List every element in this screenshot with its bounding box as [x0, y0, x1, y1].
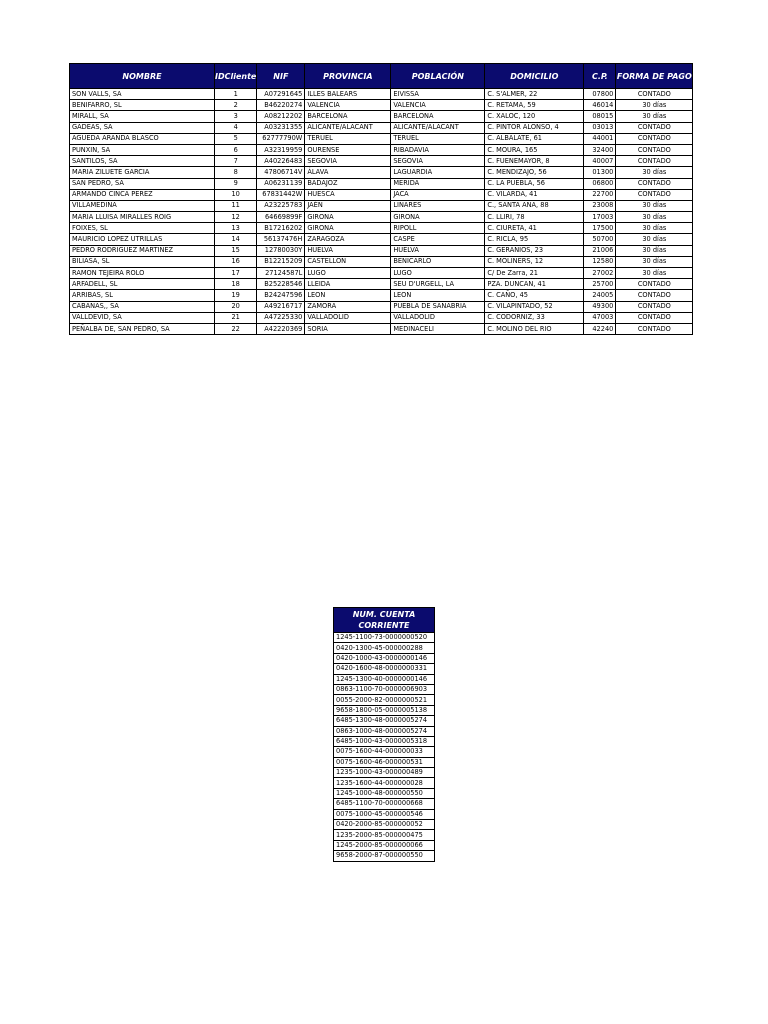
cell-idcliente: 21	[215, 312, 257, 323]
cell-domicilio: C. S'ALMER, 22	[485, 89, 584, 100]
cell-nombre: ARFADELL, SL	[70, 279, 215, 290]
cell-nif: A07291645	[257, 89, 305, 100]
cell-nombre: CABAÑAS,, SA	[70, 301, 215, 312]
cell-num-cuenta: 0055-2000-82-0000000521	[334, 695, 435, 705]
cell-nif: B25228546	[257, 279, 305, 290]
cell-idcliente: 18	[215, 279, 257, 290]
cell-forma-de-pago: CONTADO	[616, 301, 693, 312]
cell-nombre: VILLAMEDINA	[70, 200, 215, 211]
cell-nombre: GADEAS, SA	[70, 122, 215, 133]
cell-nif: 62777790W	[257, 133, 305, 144]
table-row	[70, 89, 693, 100]
table-row	[70, 223, 693, 234]
cell-domicilio: C. MOLINO DEL RIO	[485, 323, 584, 334]
table-row	[70, 156, 693, 167]
cell-num-cuenta: 6485-1000-43-0000005318	[334, 736, 435, 746]
cell-nif: 47806714V	[257, 167, 305, 178]
cell-nombre: PUNXIN, SA	[70, 144, 215, 155]
cell-domicilio: C. ALBALATE, 61	[485, 133, 584, 144]
cell-cp: 07800	[584, 89, 616, 100]
cell-cp: 21006	[584, 245, 616, 256]
cell-num-cuenta: 1245-1000-48-000000550	[334, 788, 435, 798]
cell-idcliente: 20	[215, 301, 257, 312]
cell-domicilio: C. CIURETA, 41	[485, 223, 584, 234]
table-row	[70, 144, 693, 155]
table-row	[334, 830, 435, 840]
table-row	[70, 279, 693, 290]
cell-cp: 06800	[584, 178, 616, 189]
cell-provincia: OURENSE	[305, 144, 391, 155]
cell-domicilio: C/ De Zarra, 21	[485, 268, 584, 279]
header-idcliente: IDCliente	[215, 64, 257, 89]
cell-forma-de-pago: CONTADO	[616, 144, 693, 155]
cell-domicilio: C. VILAPINTADO, 52	[485, 301, 584, 312]
cell-idcliente: 6	[215, 144, 257, 155]
accounts-header-row	[334, 608, 435, 633]
cell-nif: 56137476H	[257, 234, 305, 245]
cell-poblacion: CASPE	[391, 234, 485, 245]
cell-provincia: ALICANTE/ALACANT	[305, 122, 391, 133]
cell-nif: B24247596	[257, 290, 305, 301]
cell-nif: A40226483	[257, 156, 305, 167]
cell-poblacion: LUGO	[391, 268, 485, 279]
table-row	[70, 234, 693, 245]
table-row	[70, 122, 693, 133]
cell-cp: 08015	[584, 111, 616, 122]
clients-table-body	[70, 89, 693, 335]
cell-num-cuenta: 6485-1100-70-000000668	[334, 799, 435, 809]
cell-nombre: SAN PEDRO, SA	[70, 178, 215, 189]
cell-poblacion: LEON	[391, 290, 485, 301]
cell-forma-de-pago: 30 días	[616, 212, 693, 223]
cell-provincia: HUELVA	[305, 245, 391, 256]
cell-poblacion: VALLADOLID	[391, 312, 485, 323]
cell-num-cuenta: 0420-1000-43-0000000146	[334, 653, 435, 663]
cell-nif: B17216202	[257, 223, 305, 234]
cell-domicilio: C. LA PUEBLA, 56	[485, 178, 584, 189]
cell-domicilio: C. MOLINERS, 12	[485, 256, 584, 267]
cell-forma-de-pago: CONTADO	[616, 323, 693, 334]
cell-nif: A03231355	[257, 122, 305, 133]
cell-cp: 27002	[584, 268, 616, 279]
table-row	[334, 643, 435, 653]
cell-num-cuenta: 1245-2000-85-000000066	[334, 840, 435, 850]
cell-idcliente: 22	[215, 323, 257, 334]
table-row	[334, 695, 435, 705]
cell-poblacion: EIVISSA	[391, 89, 485, 100]
cell-idcliente: 3	[215, 111, 257, 122]
cell-forma-de-pago: 30 días	[616, 100, 693, 111]
cell-cp: 17500	[584, 223, 616, 234]
cell-cp: 47003	[584, 312, 616, 323]
table-row	[334, 716, 435, 726]
cell-nif: 64669899F	[257, 212, 305, 223]
cell-forma-de-pago: CONTADO	[616, 156, 693, 167]
cell-domicilio: C. RETAMA, 59	[485, 100, 584, 111]
table-row	[334, 736, 435, 746]
cell-provincia: HUESCA	[305, 189, 391, 200]
cell-poblacion: TERUEL	[391, 133, 485, 144]
cell-num-cuenta: 0075-1000-45-000000546	[334, 809, 435, 819]
cell-idcliente: 15	[215, 245, 257, 256]
cell-nombre: FOIXES, SL	[70, 223, 215, 234]
cell-forma-de-pago: 30 días	[616, 256, 693, 267]
cell-num-cuenta: 1235-2000-85-000000475	[334, 830, 435, 840]
cell-provincia: ZAMORA	[305, 301, 391, 312]
table-row	[334, 664, 435, 674]
cell-poblacion: BENICARLO	[391, 256, 485, 267]
cell-provincia: VALENCIA	[305, 100, 391, 111]
cell-cp: 03013	[584, 122, 616, 133]
cell-idcliente: 10	[215, 189, 257, 200]
cell-nombre: BENIFARRO, SL	[70, 100, 215, 111]
cell-poblacion: HUELVA	[391, 245, 485, 256]
cell-provincia: GIRONA	[305, 212, 391, 223]
cell-nif: B46220274	[257, 100, 305, 111]
cell-forma-de-pago: CONTADO	[616, 178, 693, 189]
cell-cp: 32400	[584, 144, 616, 155]
header-poblacion: POBLACIÓN	[391, 64, 485, 89]
header-domicilio: DOMICILIO	[485, 64, 584, 89]
cell-nif: A42220369	[257, 323, 305, 334]
cell-idcliente: 1	[215, 89, 257, 100]
cell-num-cuenta: 0420-1600-48-0000000331	[334, 664, 435, 674]
cell-provincia: BARCELONA	[305, 111, 391, 122]
cell-num-cuenta: 9658-1800-05-0000005138	[334, 705, 435, 715]
cell-domicilio: C. LLIRI, 78	[485, 212, 584, 223]
cell-provincia: LUGO	[305, 268, 391, 279]
cell-cp: 40007	[584, 156, 616, 167]
cell-domicilio: C. FUENEMAYOR, 8	[485, 156, 584, 167]
cell-cp: 22700	[584, 189, 616, 200]
table-row	[70, 245, 693, 256]
cell-domicilio: C. CAÑO, 45	[485, 290, 584, 301]
cell-cp: 46014	[584, 100, 616, 111]
cell-nombre: MIRALL, SA	[70, 111, 215, 122]
cell-nombre: SANTILOS, SA	[70, 156, 215, 167]
cell-forma-de-pago: CONTADO	[616, 312, 693, 323]
cell-num-cuenta: 0075-1600-44-000000033	[334, 747, 435, 757]
cell-num-cuenta: 1245-1100-73-0000000520	[334, 633, 435, 643]
cell-poblacion: RIBADAVIA	[391, 144, 485, 155]
cell-idcliente: 2	[215, 100, 257, 111]
cell-poblacion: JACA	[391, 189, 485, 200]
cell-nombre: MAURICIO LOPEZ UTRILLAS	[70, 234, 215, 245]
cell-num-cuenta: 1245-1300-40-0000000146	[334, 674, 435, 684]
table-row	[334, 778, 435, 788]
cell-num-cuenta: 0863-1000-48-0000005274	[334, 726, 435, 736]
cell-cp: 42240	[584, 323, 616, 334]
table-row	[334, 851, 435, 861]
cell-cp: 49300	[584, 301, 616, 312]
cell-provincia: VALLADOLID	[305, 312, 391, 323]
cell-idcliente: 14	[215, 234, 257, 245]
cell-nombre: ARMANDO CINCA PEREZ	[70, 189, 215, 200]
cell-cp: 12580	[584, 256, 616, 267]
cell-idcliente: 13	[215, 223, 257, 234]
header-provincia: PROVINCIA	[305, 64, 391, 89]
cell-provincia: GIRONA	[305, 223, 391, 234]
cell-num-cuenta: 0420-1300-45-000000288	[334, 643, 435, 653]
clients-table	[69, 63, 693, 335]
cell-nif: A08212202	[257, 111, 305, 122]
cell-poblacion: PUEBLA DE SANABRIA	[391, 301, 485, 312]
cell-num-cuenta: 6485-1300-48-0000005274	[334, 716, 435, 726]
cell-num-cuenta: 0420-2000-85-000000052	[334, 820, 435, 830]
cell-provincia: BADAJOZ	[305, 178, 391, 189]
cell-poblacion: RIPOLL	[391, 223, 485, 234]
cell-provincia: SEGOVIA	[305, 156, 391, 167]
cell-domicilio: C. VILARDA, 41	[485, 189, 584, 200]
cell-num-cuenta: 0075-1600-46-000000531	[334, 757, 435, 767]
table-row	[334, 809, 435, 819]
cell-nif: 27124587L	[257, 268, 305, 279]
table-row	[70, 312, 693, 323]
cell-domicilio: PZA. DUNCAN, 41	[485, 279, 584, 290]
cell-forma-de-pago: 30 días	[616, 223, 693, 234]
table-row	[70, 256, 693, 267]
accounts-table-body	[334, 633, 435, 862]
cell-forma-de-pago: 30 días	[616, 111, 693, 122]
cell-poblacion: LINARES	[391, 200, 485, 211]
table-row	[70, 301, 693, 312]
cell-idcliente: 9	[215, 178, 257, 189]
cell-nif: 12780030Y	[257, 245, 305, 256]
cell-poblacion: LAGUARDIA	[391, 167, 485, 178]
header-num-cuenta: NUM. CUENTA CORRIENTE	[334, 608, 435, 633]
table-row	[70, 290, 693, 301]
cell-domicilio: C. PINTOR ALONSO, 4	[485, 122, 584, 133]
cell-num-cuenta: 0863-1100-70-0000006903	[334, 684, 435, 694]
cell-nombre: ARRIBAS, SL	[70, 290, 215, 301]
cell-cp: 23008	[584, 200, 616, 211]
table-row	[334, 840, 435, 850]
cell-domicilio: C. GERANIOS, 23	[485, 245, 584, 256]
cell-provincia: JAÉN	[305, 200, 391, 211]
cell-provincia: ILLES BALEARS	[305, 89, 391, 100]
cell-nombre: PEDRO RODRIGUEZ MARTINEZ	[70, 245, 215, 256]
cell-forma-de-pago: CONTADO	[616, 279, 693, 290]
cell-domicilio: C. CODORNIZ, 33	[485, 312, 584, 323]
cell-nif: B12215209	[257, 256, 305, 267]
cell-idcliente: 12	[215, 212, 257, 223]
cell-domicilio: C. XALOC, 120	[485, 111, 584, 122]
cell-nif: A32319959	[257, 144, 305, 155]
table-row	[70, 323, 693, 334]
cell-provincia: ÁLAVA	[305, 167, 391, 178]
cell-provincia: TERUEL	[305, 133, 391, 144]
cell-poblacion: ALICANTE/ALACANT	[391, 122, 485, 133]
cell-cp: 25700	[584, 279, 616, 290]
clients-header-row	[70, 64, 693, 89]
cell-nif: A23225783	[257, 200, 305, 211]
table-row	[334, 705, 435, 715]
cell-nombre: RAMON TEJEIRA ROLO	[70, 268, 215, 279]
cell-forma-de-pago: CONTADO	[616, 133, 693, 144]
cell-poblacion: SEGOVIA	[391, 156, 485, 167]
cell-idcliente: 7	[215, 156, 257, 167]
cell-forma-de-pago: CONTADO	[616, 290, 693, 301]
table-row	[334, 788, 435, 798]
cell-idcliente: 16	[215, 256, 257, 267]
cell-idcliente: 17	[215, 268, 257, 279]
cell-provincia: ZARAGOZA	[305, 234, 391, 245]
cell-nif: 67831442W	[257, 189, 305, 200]
cell-poblacion: BARCELONA	[391, 111, 485, 122]
cell-forma-de-pago: 30 días	[616, 234, 693, 245]
cell-nif: A06231139	[257, 178, 305, 189]
cell-provincia: CASTELLON	[305, 256, 391, 267]
cell-nif: A47225330	[257, 312, 305, 323]
table-row	[70, 100, 693, 111]
cell-nombre: BILIASA, SL	[70, 256, 215, 267]
table-row	[334, 674, 435, 684]
cell-poblacion: MERIDA	[391, 178, 485, 189]
cell-cp: 44001	[584, 133, 616, 144]
table-row	[334, 684, 435, 694]
table-row	[334, 768, 435, 778]
cell-forma-de-pago: 30 días	[616, 245, 693, 256]
cell-poblacion: GIRONA	[391, 212, 485, 223]
cell-provincia: LEON	[305, 290, 391, 301]
cell-num-cuenta: 9658-2000-87-000000550	[334, 851, 435, 861]
cell-domicilio: C., SANTA ANA, 88	[485, 200, 584, 211]
header-forma-de-pago: FORMA DE PAGO	[616, 64, 693, 89]
cell-idcliente: 5	[215, 133, 257, 144]
cell-idcliente: 19	[215, 290, 257, 301]
cell-domicilio: C. MOURA, 165	[485, 144, 584, 155]
table-row	[70, 212, 693, 223]
accounts-table	[333, 607, 435, 862]
cell-nombre: MARIA LLUISA MIRALLES ROIG	[70, 212, 215, 223]
cell-forma-de-pago: 30 días	[616, 268, 693, 279]
cell-nombre: PEÑALBA DE, SAN PEDRO, SA	[70, 323, 215, 334]
cell-idcliente: 11	[215, 200, 257, 211]
table-row	[70, 111, 693, 122]
cell-idcliente: 8	[215, 167, 257, 178]
cell-forma-de-pago: 30 días	[616, 200, 693, 211]
cell-forma-de-pago: CONTADO	[616, 89, 693, 100]
cell-poblacion: VALENCIA	[391, 100, 485, 111]
table-row	[70, 133, 693, 144]
table-row	[70, 167, 693, 178]
cell-nombre: SON VALLS, SA	[70, 89, 215, 100]
table-row	[70, 268, 693, 279]
cell-forma-de-pago: 30 días	[616, 167, 693, 178]
table-row	[70, 200, 693, 211]
cell-forma-de-pago: CONTADO	[616, 122, 693, 133]
cell-provincia: SORIA	[305, 323, 391, 334]
cell-nombre: VALLDEVID, SA	[70, 312, 215, 323]
table-row	[70, 189, 693, 200]
cell-idcliente: 4	[215, 122, 257, 133]
cell-domicilio: C. RICLA, 95	[485, 234, 584, 245]
cell-cp: 24005	[584, 290, 616, 301]
cell-forma-de-pago: CONTADO	[616, 189, 693, 200]
cell-nombre: AGUEDA ARANDA BLASCO	[70, 133, 215, 144]
table-row	[334, 757, 435, 767]
table-row	[334, 820, 435, 830]
cell-domicilio: C. MENDIZAJO, 56	[485, 167, 584, 178]
cell-cp: 01300	[584, 167, 616, 178]
table-row	[334, 633, 435, 643]
header-nombre: NOMBRE	[70, 64, 215, 89]
table-row	[70, 178, 693, 189]
cell-num-cuenta: 1235-1000-43-000000489	[334, 768, 435, 778]
table-row	[334, 726, 435, 736]
table-row	[334, 799, 435, 809]
header-nif: NIF	[257, 64, 305, 89]
table-row	[334, 653, 435, 663]
header-cp: C.P.	[584, 64, 616, 89]
cell-poblacion: MEDINACELI	[391, 323, 485, 334]
cell-num-cuenta: 1235-1600-44-000000028	[334, 778, 435, 788]
cell-poblacion: SEU D'URGELL, LA	[391, 279, 485, 290]
cell-nif: A49216717	[257, 301, 305, 312]
cell-cp: 17003	[584, 212, 616, 223]
table-row	[334, 747, 435, 757]
cell-provincia: LLEIDA	[305, 279, 391, 290]
cell-cp: 50700	[584, 234, 616, 245]
cell-nombre: MARIA ZILUETE GARCIA	[70, 167, 215, 178]
